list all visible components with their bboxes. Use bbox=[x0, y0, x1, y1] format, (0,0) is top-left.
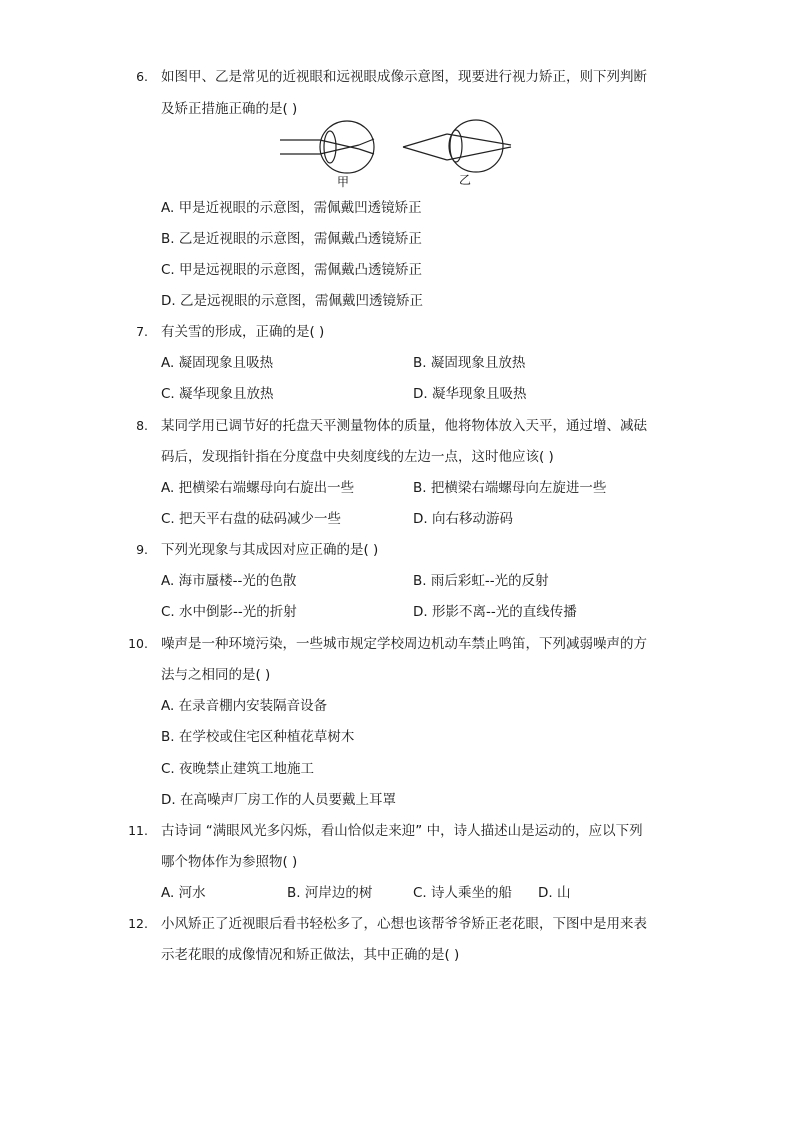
option-b: B. 乙是近视眼的示意图，需佩戴凸透镜矫正 bbox=[161, 231, 422, 247]
option-d: D. 在高噪声厂房工作的人员要戴上耳罩 bbox=[161, 792, 396, 808]
option-b: B. 在学校或住宅区种植花草树木 bbox=[161, 729, 355, 745]
option-a: A. 河水 bbox=[161, 885, 206, 901]
option-b: B. 雨后彩虹--光的反射 bbox=[413, 573, 549, 589]
question-text-line: 有关雪的形成，正确的是( ) bbox=[161, 324, 325, 340]
question-number: 6. bbox=[136, 69, 148, 84]
question-text-line: 古诗词 “满眼风光多闪烁，看山恰似走来迎” 中，诗人描述山是运动的，应以下列 bbox=[161, 823, 643, 839]
option-c: C. 甲是远视眼的示意图，需佩戴凸透镜矫正 bbox=[161, 262, 423, 278]
option-d: D. 乙是远视眼的示意图，需佩戴凹透镜矫正 bbox=[161, 293, 423, 309]
option-a: A. 在录音棚内安装隔音设备 bbox=[161, 698, 328, 714]
question-text-line: 如图甲、乙是常见的近视眼和远视眼成像示意图，现要进行视力矫正，则下列判断 bbox=[161, 69, 647, 85]
option-b: B. 把横梁右端螺母向左旋进一些 bbox=[413, 480, 607, 496]
option-c: C. 凝华现象且放热 bbox=[161, 386, 274, 402]
question-number: 7. bbox=[136, 324, 148, 339]
question-number: 8. bbox=[136, 418, 148, 433]
option-a: A. 把横梁右端螺母向右旋出一些 bbox=[161, 480, 355, 496]
question-number: 11. bbox=[128, 823, 148, 838]
option-d: D. 形影不离--光的直线传播 bbox=[413, 604, 577, 620]
question-text-line: 下列光现象与其成因对应正确的是( ) bbox=[161, 542, 379, 558]
question-text-line: 某同学用已调节好的托盘天平测量物体的质量，他将物体放入天平，通过增、减砝 bbox=[161, 418, 647, 434]
question-text-line: 及矫正措施正确的是( ) bbox=[161, 101, 298, 117]
option-d: D. 山 bbox=[538, 885, 571, 901]
option-c: C. 水中倒影--光的折射 bbox=[161, 604, 297, 620]
figure-label-yi: 乙 bbox=[459, 173, 472, 187]
eye-diagram-figure bbox=[275, 118, 515, 190]
question-text-line: 示老花眼的成像情况和矫正做法，其中正确的是( ) bbox=[161, 947, 460, 963]
eye-diagram-yi bbox=[403, 120, 511, 172]
question-number: 12. bbox=[128, 916, 148, 931]
eye-diagram-jia bbox=[280, 121, 374, 173]
option-a: A. 凝固现象且吸热 bbox=[161, 355, 274, 371]
question-number: 9. bbox=[136, 542, 148, 557]
question-number: 10. bbox=[128, 636, 148, 651]
question-text-line: 小风矫正了近视眼后看书轻松多了，心想也该帮爷爷矫正老花眼，下图中是用来表 bbox=[161, 916, 647, 932]
question-text-line: 噪声是一种环境污染，一些城市规定学校周边机动车禁止鸣笛，下列减弱噪声的方 bbox=[161, 636, 647, 652]
option-c: C. 把天平右盘的砝码减少一些 bbox=[161, 511, 342, 527]
option-b: B. 凝固现象且放热 bbox=[413, 355, 526, 371]
question-text-line: 哪个物体作为参照物( ) bbox=[161, 854, 298, 870]
option-a: A. 海市蜃楼--光的色散 bbox=[161, 573, 297, 589]
option-d: D. 向右移动游码 bbox=[413, 511, 513, 527]
question-text-line: 法与之相同的是( ) bbox=[161, 667, 271, 683]
option-c: C. 诗人乘坐的船 bbox=[413, 885, 513, 901]
option-d: D. 凝华现象且吸热 bbox=[413, 386, 527, 402]
option-b: B. 河岸边的树 bbox=[287, 885, 373, 901]
figure-label-jia: 甲 bbox=[337, 175, 350, 189]
option-a: A. 甲是近视眼的示意图，需佩戴凹透镜矫正 bbox=[161, 200, 422, 216]
question-text-line: 码后，发现指针指在分度盘中央刻度线的左边一点，这时他应该( ) bbox=[161, 449, 554, 465]
option-c: C. 夜晚禁止建筑工地施工 bbox=[161, 761, 315, 777]
